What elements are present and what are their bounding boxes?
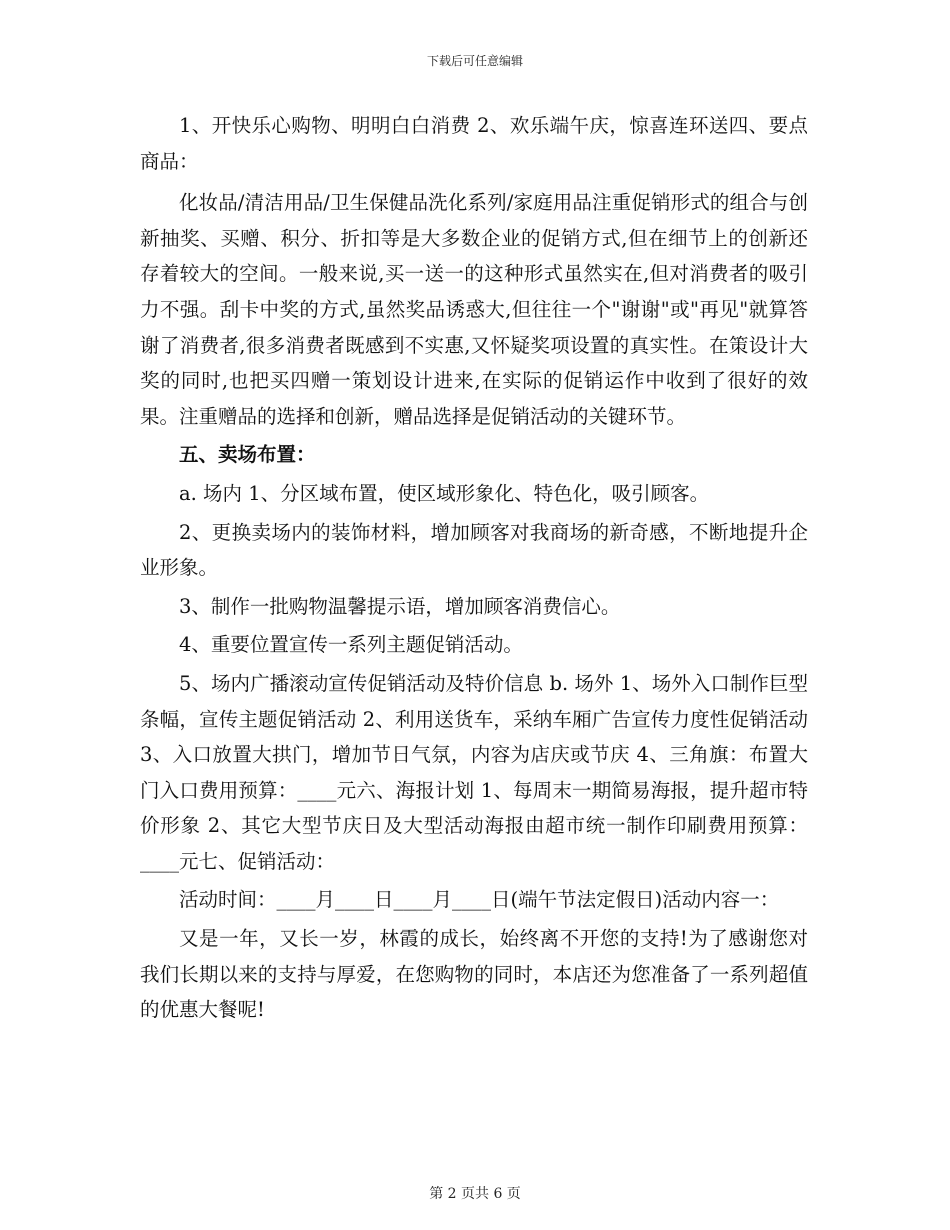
page-header: 下载后可任意编辑 — [426, 54, 523, 68]
paragraph-key-positions: 4、重要位置宣传一系列主题促销活动。 — [179, 633, 523, 657]
paragraph-thanks: 又是一年，又长一岁，林霞的成长，始终离不开您的支持!为了感谢您对我们长期以来的支持与厚爱，在您购物的同时，本店还为您准备了一系列超值的优惠大餐呢! — [140, 927, 808, 1022]
paragraph-zone-layout: a. 场内 1、分区域布置，使区域形象化、特色化，吸引顾客。 — [179, 481, 710, 505]
section-heading-store-layout: 五、卖场布置： — [179, 443, 316, 467]
paragraph-broadcast-outdoor: 5、场内广播滚动宣传促销活动及特价信息 b. 场外 1、场外入口制作巨型条幅，宣传主题促销活动 2、利用送货车，采纳车厢广告宣传力度性促销活动 3、入口放置大拱门，增加节日气氛，内容为店庆或节庆 4、三角旗：布置大门入口费用预算：____元六、海报计划 1、每周末一期简易海报，提升超市特价形象 2、其它大型节庆日及大型活动海报由超市统一制作印刷费用预算：____元七、促销活动： — [140, 671, 808, 873]
page-number: 第 2 页共 6 页 — [429, 1186, 521, 1202]
paragraph-reminders: 3、制作一批购物温馨提示语，增加顾客消费信心。 — [179, 594, 621, 618]
paragraph-activity-time: 活动时间：____月____日____月____日(端午节法定假日)活动内容一： — [179, 888, 780, 912]
paragraph-decoration: 2、更换卖场内的装饰材料，增加顾客对我商场的新奇感，不断地提升企业形象。 — [140, 520, 808, 580]
document-body — [140, 108, 808, 1028]
paragraph-promotion-forms: 化妆品/清洁用品/卫生保健品洗化系列/家庭用品注重促销形式的组合与创新抽奖、买赠、积分、折扣等是大多数企业的促销方式,但在细节上的创新还存着较大的空间。一般来说,买一送一的这种形式虽然实在,但对消费者的吸引力不强。刮卡中奖的方式,虽然奖品诱惑大,但往往一个"谢谢"或"再见"就算答谢了消费者,很多消费者既感到不实惠,又怀疑奖项设置的真实性。在策设计大奖的同时,也把买四赠一策划设计进来,在实际的促销运作中收到了很好的效果。注重赠品的选择和创新，赠品选择是促销活动的关键环节。 — [140, 191, 808, 428]
paragraph-key-products: 1、开快乐心购物、明明白白消费 2、欢乐端午庆，惊喜连环送四、要点商品： — [140, 114, 808, 173]
